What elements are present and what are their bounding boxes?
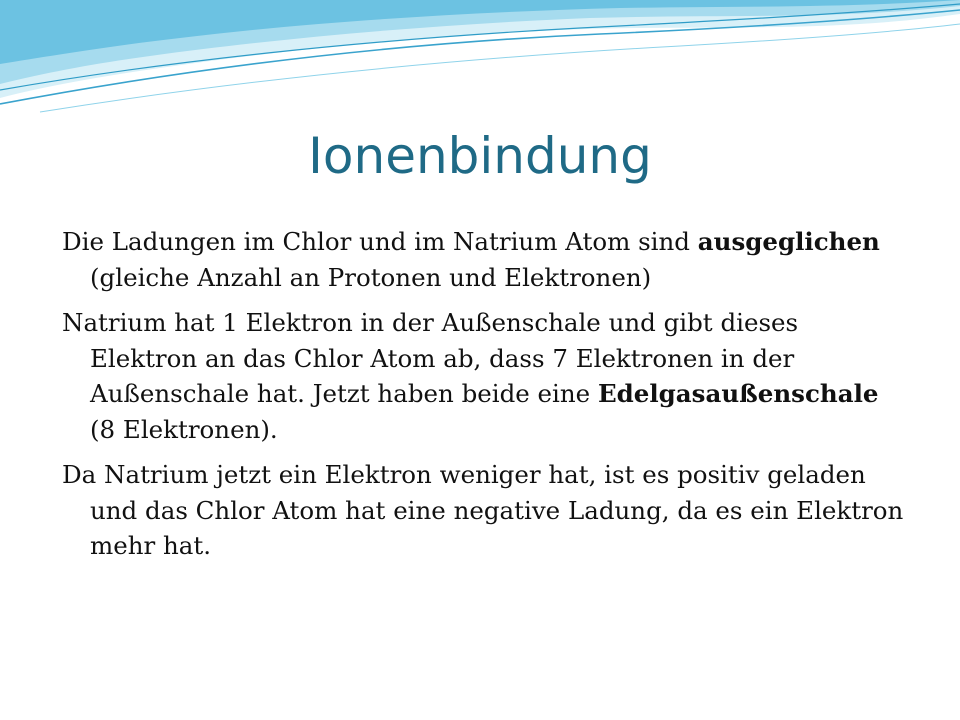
slide-body — [62, 224, 908, 574]
paragraph-electron-transfer — [62, 305, 908, 447]
paragraph-2-emphasis: Edelgasaußenschale — [597, 379, 879, 408]
decorative-wave-header — [0, 0, 960, 120]
paragraph-2-text-end: (8 Elektronen). — [90, 414, 278, 444]
slide-title: Ionenbindung — [308, 127, 652, 185]
paragraph-2-text-start: Natrium hat 1 Elektron in der Außenschale und gibt dieses Elektron an das Chlor Atom ab, dass 7 Elektronen in der Außenschale hat. Jetzt haben beide eine — [62, 308, 799, 408]
paragraph-1-text-start: Die Ladungen im Chlor und im Natrium Atom sind — [62, 227, 698, 256]
paragraph-charges-balanced — [62, 224, 908, 295]
paragraph-ion-charges: Da Natrium jetzt ein Elektron weniger hat, ist es positiv geladen und das Chlor Atom hat eine negative Ladung, da es ein Elektron mehr hat. — [62, 460, 904, 560]
paragraph-1-emphasis: ausgeglichen — [697, 227, 880, 256]
paragraph-1-text-end: (gleiche Anzahl an Protonen und Elektronen) — [90, 262, 652, 292]
